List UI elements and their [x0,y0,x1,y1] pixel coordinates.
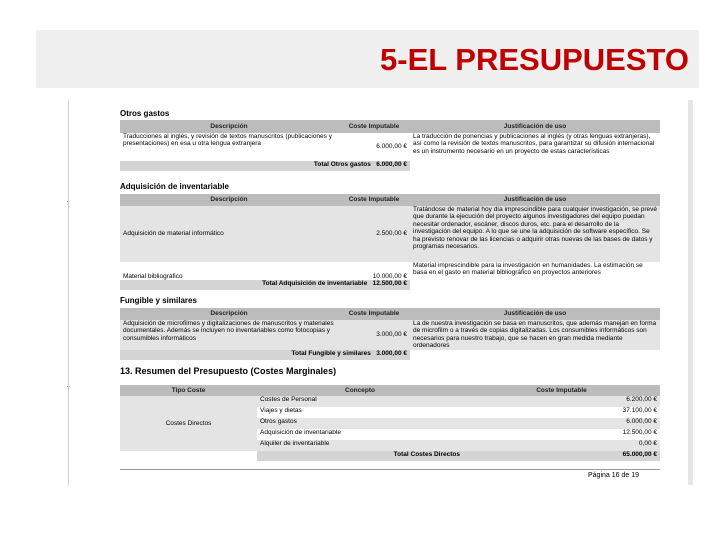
resumen-table [120,385,660,461]
cell-concept: Viajes y dietas [257,407,463,418]
col-header: Coste Imputable [338,194,410,206]
total-value: 12.500,00 € [372,280,407,287]
cell-value: 0,00 € [463,440,660,451]
cell-cost: 6.000,00 € [338,133,410,161]
total-label: Total Otros gastos 6.000,00 € [120,161,410,171]
otros-gastos-table [120,120,660,171]
edge-tick [67,386,68,387]
col-header: Tipo Coste [120,385,257,396]
page-number: Página 16 de 19 [588,472,639,479]
cell-desc: Traducciones al inglés, y revisión de textos manuscritos (publicaciones y presentaciones) en esa u otra lengua extranjera [120,133,338,161]
total-value: 6.000,00 € [376,161,407,168]
section-title-fungible: Fungible y similares [120,296,197,305]
total-value: 3.000,00 € [376,349,407,357]
cell-group: Costes Directos [120,396,257,451]
cell-value: 37.100,00 € [463,407,660,418]
col-header: Descripción [120,308,338,320]
slide-title: 5-EL PRESUPUESTO [380,42,689,77]
cell-concept: Adquisición de inventariable [257,429,463,440]
section-title-otros-gastos: Otros gastos [120,109,170,118]
col-header: Coste Imputable [338,120,410,133]
col-header: Concepto [257,385,463,396]
cell-desc: Material bibliográfico [120,262,338,280]
table-row [120,396,660,407]
col-header: Descripción [120,120,338,133]
cell-just: Tratándose de material hoy día imprescindible para cualquier investigación, se prevé que durante la ejecución del proyecto algunos investigadores del equipo puedan necesitar ordenador, escáner, discos duros, etc. para el desarrollo de la investigación del equipo. A lo que se une la adquisición de software específico. Se ha previsto renovar de las licencias o adquirir otras nuevas de las bases de datos y programas necesarios. [410,206,660,262]
cell-value: 6.200,00 € [463,396,660,407]
cell-concept: Otros gastos [257,418,463,429]
total-label: Total Adquisición de inventariable 12.500,00 € [120,280,410,290]
cell-cost: 10.000,00 € [338,262,410,280]
scroll-rail [688,100,693,485]
cell-concept: Costes de Personal [257,396,463,407]
edge-tick [67,201,68,202]
cell-just: La de nuestra investigación se basa en manuscritos, que además manejan en forma de microfilm o a través de copias digitalizadas. Los consumibles informáticos son necesarios para nuestro trabajo, que se hacen en gran medida mediante ordenadores [410,320,660,350]
col-header: Justificación de uso [410,194,660,206]
page-bottom-rule [120,469,660,470]
cell-cost: 3.000,00 € [338,320,410,350]
title-band [36,30,699,88]
cell-just: Material imprescindible para la investigación en humanidades. La estimación se basa en el gasto en material bibliográfico en proyectos anteriores [410,262,660,280]
cell-value: 12.500,00 € [463,429,660,440]
col-header: Justificación de uso [410,120,660,133]
col-header: Descripción [120,194,338,206]
document-scan [67,100,699,485]
cell-concept: Alquiler de inventariable [257,440,463,451]
resumen-title: 13. Resumen del Presupuesto (Costes Marginales) [120,366,337,376]
section-title-inventariable: Adquisición de inventariable [120,182,229,191]
left-rule [68,100,69,485]
cell-cost: 2.500,00 € [338,206,410,262]
cell-desc: Adquisición de microfilmes y digitalizaciones de manuscritos y materiales documentales. Además se incluyen no inventariables como fotocopias y consumibles informáticos [120,320,338,350]
table-row [120,206,660,262]
total-label: Total Costes Directos [257,451,463,461]
table-row [120,320,660,350]
cell-just: La traducción de ponencias y publicaciones al inglés (y otras lenguas extranjeras), así como la revisión de textos manuscritos, para garantizar su difusión internacional es un instrumento necesario en un proyecto de estas características [410,133,660,161]
table-row [120,262,660,280]
table-row [120,133,660,161]
cell-desc: Adquisición de material informático [120,206,338,262]
inventariable-table [120,194,660,290]
col-header: Coste Imputable [338,308,410,320]
col-header: Justificación de uso [410,308,660,320]
cell-value: 6.000,00 € [463,418,660,429]
fungible-table [120,308,660,360]
total-value: 65.000,00 € [463,451,660,461]
total-label: Total Fungible y similares 3.000,00 € [120,350,410,360]
col-header: Coste Imputable [463,385,660,396]
